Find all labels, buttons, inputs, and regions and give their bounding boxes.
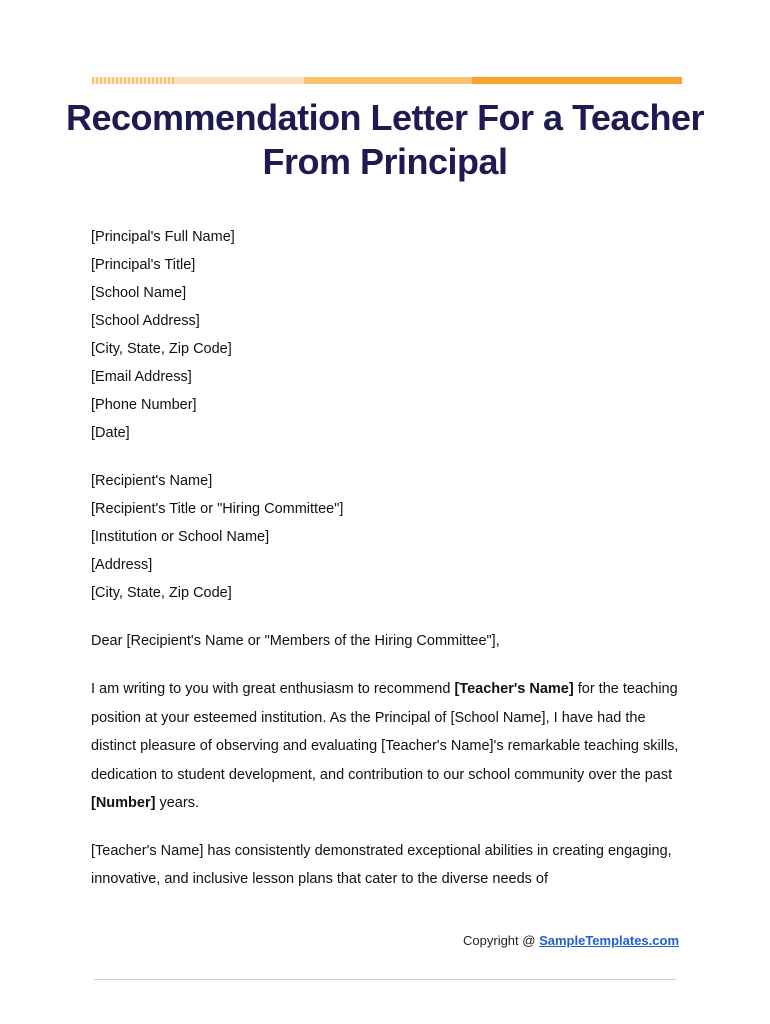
sender-line: [Principal's Title] (91, 257, 196, 273)
paragraph-text: I am writing to you with great enthusiasm to recommend (91, 681, 455, 697)
years-placeholder: [Number] (91, 795, 156, 811)
page-title: Recommendation Letter For a Teacher From Principal (66, 97, 704, 182)
paragraph-text: for the teaching position at your esteemed institution. As the Principal of [School Name], I have had the distinct pleasure of observing and evaluating [Teacher's Name]'s remarkable teaching skills, dedication to student development, and contribution to our school community over the past (91, 681, 679, 783)
sender-line: [School Address] (91, 313, 200, 329)
accent-bar-segment (472, 77, 682, 84)
sender-line: [Phone Number] (91, 397, 197, 413)
recipient-line: [Institution or School Name] (91, 529, 270, 545)
letter-body (91, 223, 691, 894)
accent-bar-segment (174, 77, 304, 84)
paragraph-text: years. (155, 795, 199, 811)
footer-divider (94, 979, 676, 980)
accent-bar-segment (92, 77, 174, 84)
paragraph-intro (91, 675, 691, 818)
accent-bar-segment (304, 77, 472, 84)
sender-line: [School Name] (91, 285, 187, 301)
salutation: Dear [Recipient's Name or "Members of the Hiring Committee"], (91, 633, 500, 649)
recipient-line: [City, State, Zip Code] (91, 585, 232, 601)
sender-line: [Date] (91, 425, 130, 441)
teacher-name-placeholder: [Teacher's Name] (454, 681, 574, 697)
sender-line: [Email Address] (91, 369, 192, 385)
paragraph-abilities: [Teacher's Name] has consistently demonstrated exceptional abilities in creating engaging, innovative, and inclusive lesson plans that cater to the diverse needs of (91, 842, 672, 887)
recipient-block (91, 467, 691, 607)
header-accent-bar (92, 77, 682, 84)
recipient-line: [Recipient's Name] (91, 473, 213, 489)
recipient-line: [Address] (91, 557, 153, 573)
sender-line: [Principal's Full Name] (91, 229, 235, 245)
sender-block (91, 223, 691, 447)
sampletemplates-link[interactable]: SampleTemplates.com (539, 933, 679, 948)
copyright-notice (463, 933, 679, 948)
copyright-text: Copyright @ (463, 933, 540, 948)
sender-line: [City, State, Zip Code] (91, 341, 232, 357)
recipient-line: [Recipient's Title or "Hiring Committee"] (91, 501, 344, 517)
